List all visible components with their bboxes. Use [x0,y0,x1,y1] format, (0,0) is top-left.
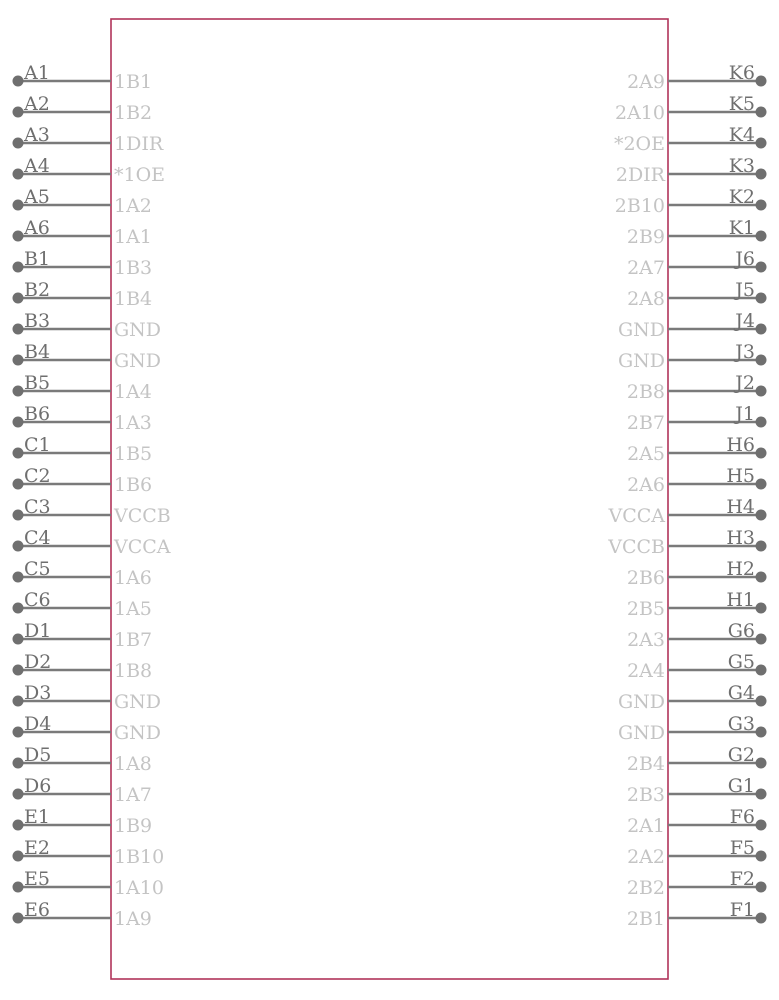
ball-label: G6 [727,620,755,642]
pin-terminal-dot [756,696,767,707]
signal-label: 2DIR [615,164,665,186]
pin-a5 [13,186,152,217]
pin-terminal-dot [13,386,24,397]
ball-label: D1 [24,620,52,642]
pin-terminal-dot [756,231,767,242]
pin-a6 [13,217,152,248]
ball-label: G5 [727,651,755,673]
signal-label: 1B6 [114,474,153,496]
pin-terminal-dot [756,789,767,800]
pin-terminal-dot [756,262,767,273]
signal-label: 2B1 [626,908,665,930]
pin-g6 [627,620,766,651]
pin-c4 [13,527,171,558]
pin-c2 [13,465,153,496]
pin-terminal-dot [756,913,767,924]
pin-j6 [627,248,766,279]
ball-label: D5 [24,744,52,766]
pin-a2 [13,93,153,124]
pin-terminal-dot [756,107,767,118]
ball-label: K1 [728,217,755,239]
signal-label: 1A5 [114,598,152,620]
pin-terminal-dot [756,510,767,521]
pin-g3 [618,713,767,744]
pin-b6 [13,403,152,434]
pin-k6 [627,62,766,93]
pin-terminal-dot [13,76,24,87]
pin-e1 [13,806,153,837]
ball-label: J6 [735,248,755,270]
ball-label: H5 [726,465,755,487]
pin-terminal-dot [756,355,767,366]
pin-g5 [627,651,766,682]
pin-f1 [627,899,767,930]
pin-g4 [618,682,767,713]
ball-label: E6 [24,899,50,921]
pin-terminal-dot [13,262,24,273]
pin-terminal-dot [13,541,24,552]
pin-h5 [627,465,766,496]
signal-label: 2B2 [626,877,665,899]
signal-label: GND [114,722,162,744]
signal-label: 1A10 [114,877,164,899]
ball-label: C6 [24,589,51,611]
signal-label: 2B5 [626,598,665,620]
ball-label: D3 [24,682,52,704]
signal-label: VCCA [608,505,665,527]
pin-c6 [13,589,152,620]
pin-d6 [13,775,152,806]
pin-k5 [615,93,767,124]
ball-label: A3 [24,124,50,146]
pin-terminal-dot [756,448,767,459]
pin-terminal-dot [13,417,24,428]
signal-label: GND [114,319,162,341]
ball-label: K6 [728,62,755,84]
pin-b3 [13,310,162,341]
signal-label: 2A7 [627,257,665,279]
pin-terminal-dot [13,727,24,738]
ball-label: E2 [24,837,50,859]
ball-label: G2 [727,744,755,766]
pin-terminal-dot [756,541,767,552]
signal-label: 2A10 [615,102,665,124]
pin-b5 [13,372,152,403]
pin-terminal-dot [756,665,767,676]
right-pin-group [607,62,766,930]
pin-f2 [627,868,767,899]
pin-terminal-dot [13,758,24,769]
ball-label: C2 [24,465,51,487]
ball-label: E5 [24,868,50,890]
pin-f6 [627,806,766,837]
pin-terminal-dot [13,231,24,242]
signal-label: 2A3 [627,629,665,651]
signal-label: 1A3 [114,412,152,434]
signal-label: GND [114,350,162,372]
pin-terminal-dot [756,851,767,862]
signal-label: 1B2 [114,102,153,124]
pin-terminal-dot [756,293,767,304]
signal-label: GND [114,691,162,713]
pin-terminal-dot [13,448,24,459]
signal-label: VCCA [114,536,171,558]
pin-d1 [13,620,153,651]
pin-terminal-dot [756,603,767,614]
ball-label: C3 [24,496,51,518]
pin-e2 [13,837,165,868]
signal-label: GND [617,722,665,744]
pin-terminal-dot [13,913,24,924]
signal-label: 1B7 [114,629,153,651]
ball-label: K2 [728,186,755,208]
pin-terminal-dot [13,851,24,862]
ball-label: B3 [24,310,51,332]
ball-label: F1 [729,899,755,921]
pin-terminal-dot [756,417,767,428]
ball-label: A6 [24,217,50,239]
pin-h3 [607,527,766,558]
pin-j5 [627,279,766,310]
pin-b2 [13,279,153,310]
pin-d3 [13,682,162,713]
ball-label: A4 [24,155,50,177]
pin-terminal-dot [13,634,24,645]
ball-label: J4 [735,310,755,332]
ball-label: K5 [728,93,755,115]
pin-d5 [13,744,152,775]
pin-j1 [627,403,767,434]
ball-label: C1 [24,434,51,456]
signal-label: 1B8 [114,660,153,682]
pin-terminal-dot [756,572,767,583]
pin-terminal-dot [13,820,24,831]
pin-terminal-dot [13,665,24,676]
pin-terminal-dot [756,634,767,645]
pin-k4 [614,124,767,155]
ball-label: K3 [728,155,755,177]
pin-terminal-dot [13,479,24,490]
pin-terminal-dot [13,169,24,180]
ball-label: J2 [735,372,755,394]
ball-label: A5 [24,186,50,208]
signal-label: 2A5 [627,443,665,465]
ball-label: B6 [24,403,51,425]
pin-k2 [615,186,767,217]
signal-label: 2B8 [626,381,665,403]
ball-label: B2 [24,279,51,301]
pin-g1 [627,775,767,806]
signal-label: 2B4 [626,753,665,775]
signal-label: *2OE [613,133,665,155]
pin-k1 [627,217,767,248]
ball-label: D2 [24,651,52,673]
ball-label: H3 [726,527,755,549]
signal-label: 2A8 [627,288,665,310]
signal-label: 1A1 [114,226,152,248]
pin-terminal-dot [756,138,767,149]
signal-label: 2B7 [626,412,665,434]
pin-h1 [627,589,767,620]
signal-label: 1A6 [114,567,152,589]
pin-e5 [13,868,165,899]
signal-label: 2B3 [626,784,665,806]
pin-terminal-dot [756,758,767,769]
ball-label: H4 [726,496,755,518]
signal-label: VCCB [114,505,171,527]
signal-label: VCCB [608,536,665,558]
pin-j4 [618,310,767,341]
pin-terminal-dot [13,882,24,893]
pin-terminal-dot [13,572,24,583]
ball-label: H1 [726,589,755,611]
signal-label: 1B3 [114,257,153,279]
ball-label: A2 [24,93,50,115]
pin-c5 [13,558,152,589]
ball-label: B1 [24,248,51,270]
signal-label: 1B5 [114,443,153,465]
pin-c1 [13,434,153,465]
pin-g2 [627,744,767,775]
signal-label: 1B9 [114,815,153,837]
ball-label: F6 [729,806,755,828]
signal-label: 1B4 [114,288,153,310]
ball-label: G1 [727,775,755,797]
ball-label: C4 [24,527,51,549]
pin-terminal-dot [13,200,24,211]
pin-terminal-dot [756,169,767,180]
pin-b4 [13,341,162,372]
pin-e6 [13,899,152,930]
signal-label: 1A7 [114,784,152,806]
pin-terminal-dot [756,727,767,738]
signal-label: GND [617,319,665,341]
signal-label: 1B1 [114,71,153,93]
pin-d4 [13,713,162,744]
pin-terminal-dot [756,479,767,490]
ball-label: B5 [24,372,51,394]
ball-label: C5 [24,558,51,580]
pin-j2 [627,372,767,403]
ball-label: J5 [735,279,755,301]
ball-label: D4 [24,713,52,735]
signal-label: 2B6 [626,567,665,589]
ball-label: J1 [735,403,755,425]
signal-label: 1A2 [114,195,152,217]
pin-terminal-dot [13,355,24,366]
ball-label: A1 [24,62,50,84]
signal-label: 2A9 [627,71,665,93]
pin-f5 [627,837,766,868]
signal-label: 2B9 [626,226,665,248]
pin-k3 [616,155,767,186]
pin-terminal-dot [13,293,24,304]
signal-label: 1A4 [114,381,152,403]
pin-h6 [627,434,766,465]
pin-a1 [13,62,153,93]
pin-j3 [618,341,767,372]
ball-label: E1 [24,806,50,828]
pin-terminal-dot [13,603,24,614]
signal-label: 2B10 [614,195,665,217]
pin-terminal-dot [756,882,767,893]
ball-label: H6 [726,434,755,456]
pin-c3 [13,496,171,527]
signal-label: 2A1 [627,815,665,837]
pin-a3 [13,124,164,155]
ball-label: G4 [727,682,755,704]
pin-terminal-dot [13,510,24,521]
signal-label: 1DIR [114,133,164,155]
pin-b1 [13,248,153,279]
ball-label: F5 [729,837,755,859]
signal-label: 2A6 [627,474,665,496]
signal-label: 2A4 [627,660,665,682]
ball-label: D6 [24,775,52,797]
pin-h4 [607,496,766,527]
signal-label: *1OE [114,164,166,186]
pin-terminal-dot [13,696,24,707]
pin-terminal-dot [13,138,24,149]
pin-terminal-dot [756,200,767,211]
pin-terminal-dot [13,107,24,118]
signal-label: 1A9 [114,908,152,930]
signal-label: 1B10 [114,846,165,868]
ball-label: H2 [726,558,755,580]
pin-h2 [627,558,767,589]
signal-label: GND [617,350,665,372]
pin-terminal-dot [756,386,767,397]
ball-label: G3 [727,713,755,735]
pin-terminal-dot [756,820,767,831]
left-pin-group [13,62,171,930]
pin-terminal-dot [13,789,24,800]
ball-label: B4 [24,341,51,363]
signal-label: GND [617,691,665,713]
pin-d2 [13,651,153,682]
signal-label: 2A2 [627,846,665,868]
signal-label: 1A8 [114,753,152,775]
ball-label: J3 [735,341,755,363]
component-body [111,19,668,979]
pin-a4 [13,155,166,186]
ball-label: F2 [729,868,755,890]
ball-label: K4 [728,124,755,146]
pin-terminal-dot [13,324,24,335]
pin-terminal-dot [756,324,767,335]
pin-terminal-dot [756,76,767,87]
